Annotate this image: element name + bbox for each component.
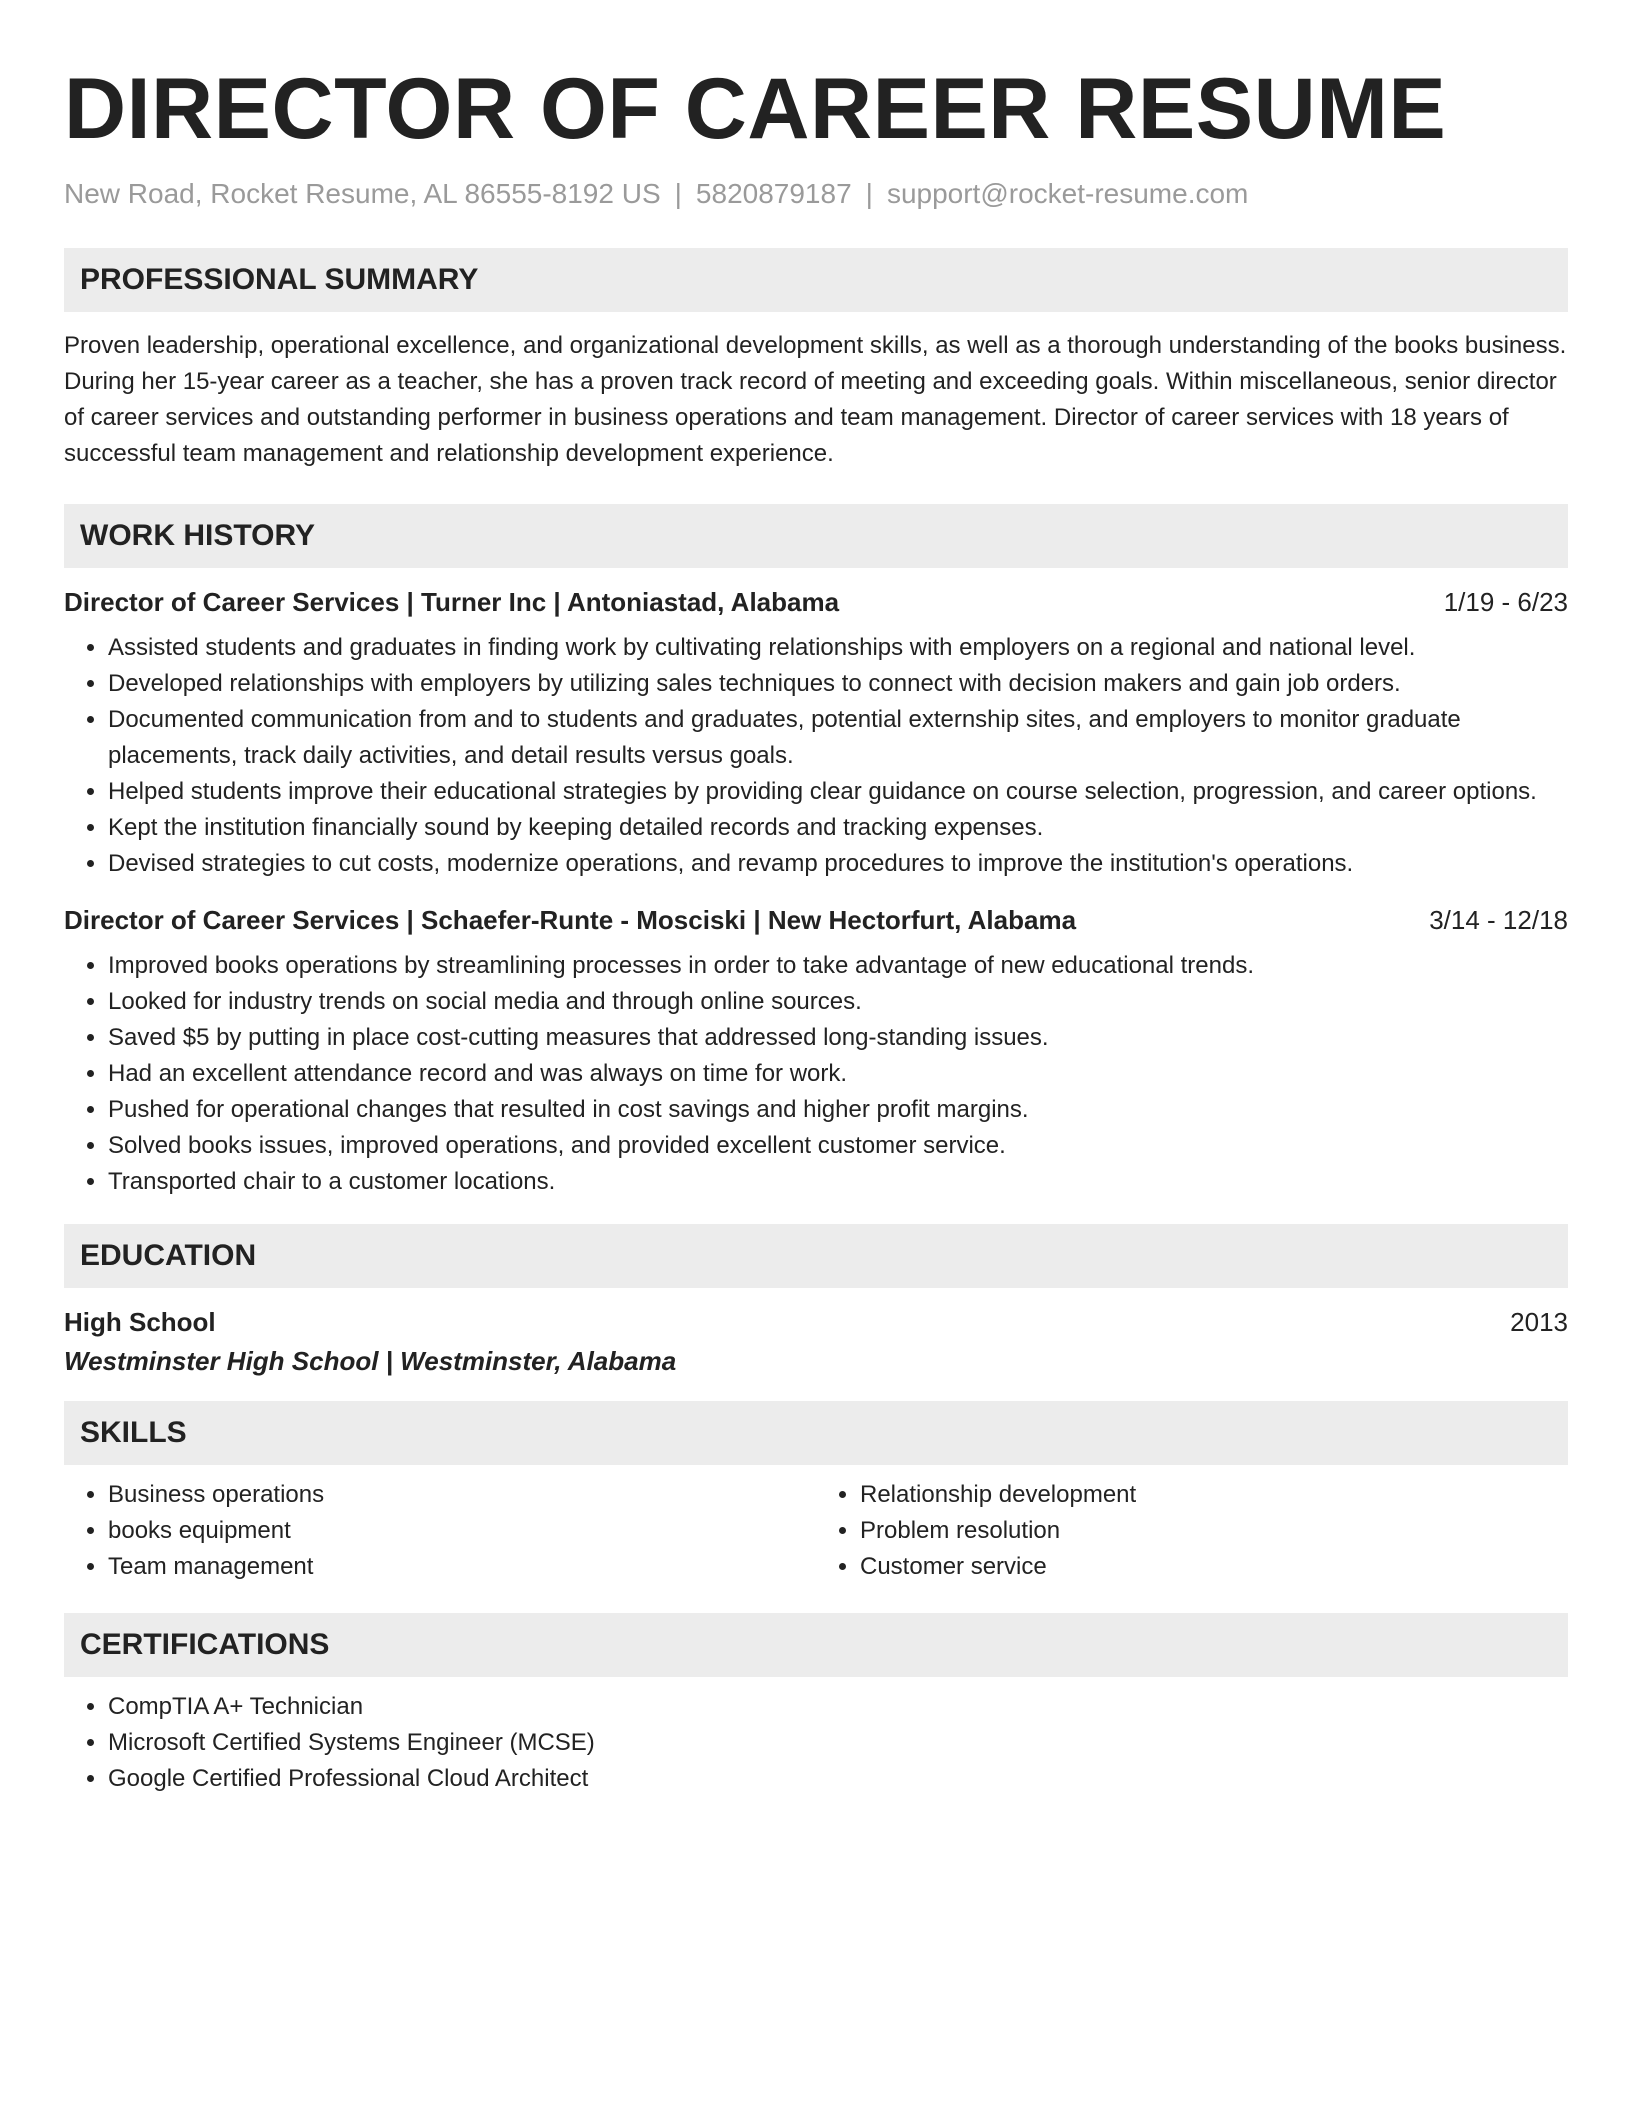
section-heading-skills: SKILLS: [64, 1401, 1568, 1465]
list-item: • Developed relationships with employers by utilizing sales techniques to connect with decision makers and gain job orders.: [108, 666, 1568, 702]
contact-line: [64, 178, 1568, 210]
section-heading-summary: PROFESSIONAL SUMMARY: [64, 248, 1568, 312]
job-title: Director of Career Services | Turner Inc | Antoniastad, Alabama: [64, 587, 840, 617]
contact-email[interactable]: support@rocket-resume.com: [886, 178, 1249, 209]
job-dates: 1/19 - 6/23: [1443, 587, 1568, 617]
education-year: 2013: [1510, 1307, 1568, 1337]
list-item: • Team management: [108, 1549, 816, 1585]
list-item: • Looked for industry trends on social media and through online sources.: [108, 984, 1568, 1020]
list-item: • Kept the institution financially sound by keeping detailed records and tracking expenses.: [108, 810, 1568, 846]
education-school: Westminster High School | Westminster, Alabama: [64, 1346, 677, 1376]
summary-text: Proven leadership, operational excellence, and organizational development skills, as well as a thorough understanding of the books business. During her 15-year career as a teacher, she has a proven track record of meeting and exceeding goals. Within miscellaneous, senior director of career services and outstanding performer in business operations and team management. Director of career services with 18 years of successful team management and relationship development experience.: [64, 332, 1567, 467]
resume-title: DIRECTOR OF CAREER RESUME: [64, 61, 1447, 157]
list-item: • Pushed for operational changes that resulted in cost savings and higher profit margins.: [108, 1092, 1568, 1128]
section-heading-work-history: WORK HISTORY: [64, 504, 1568, 568]
education-degree: High School: [64, 1307, 216, 1337]
job-header: [64, 904, 1568, 936]
list-item: • Microsoft Certified Systems Engineer (MCSE): [108, 1725, 1568, 1761]
job-entry: [64, 586, 1568, 882]
list-item: • Customer service: [860, 1549, 1568, 1585]
list-item: • Saved $5 by putting in place cost-cutting measures that addressed long-standing issues.: [108, 1020, 1568, 1056]
list-item: • books equipment: [108, 1513, 816, 1549]
education-row: [64, 1306, 1568, 1338]
skills-column-right: [816, 1477, 1568, 1585]
list-item: • Problem resolution: [860, 1513, 1568, 1549]
list-item: • Devised strategies to cut costs, modernize operations, and revamp procedures to improve the institution's operations.: [108, 846, 1568, 882]
list-item: • Transported chair to a customer locations.: [108, 1164, 1568, 1200]
job-header: [64, 586, 1568, 618]
job-entry: [64, 904, 1568, 1200]
list-item: • CompTIA A+ Technician: [108, 1689, 1568, 1725]
section-heading-certifications: CERTIFICATIONS: [64, 1613, 1568, 1677]
contact-separator: |: [674, 178, 682, 209]
list-item: • Relationship development: [860, 1477, 1568, 1513]
job-dates: 3/14 - 12/18: [1429, 905, 1568, 935]
skills-column-left: [64, 1477, 816, 1585]
contact-address: New Road, Rocket Resume, AL 86555-8192 US: [64, 178, 661, 209]
list-item: • Had an excellent attendance record and was always on time for work.: [108, 1056, 1568, 1092]
list-item: • Helped students improve their educational strategies by providing clear guidance on course selection, progression, and career options.: [108, 774, 1568, 810]
contact-separator: |: [865, 178, 873, 209]
list-item: • Improved books operations by streamlining processes in order to take advantage of new educational trends.: [108, 948, 1568, 984]
job-bullets: [64, 630, 1568, 882]
section-heading-education: EDUCATION: [64, 1224, 1568, 1288]
certifications-list: [64, 1689, 1568, 1797]
list-item: • Assisted students and graduates in finding work by cultivating relationships with employers on a regional and national level.: [108, 630, 1568, 666]
list-item: • Business operations: [108, 1477, 816, 1513]
list-item: • Solved books issues, improved operations, and provided excellent customer service.: [108, 1128, 1568, 1164]
list-item: • Google Certified Professional Cloud Architect: [108, 1761, 1568, 1797]
list-item: • Documented communication from and to students and graduates, potential externship sites, and employers to monitor graduate placements, track daily activities, and detail results versus goals.: [108, 702, 1568, 774]
skills-grid: [64, 1477, 1568, 1585]
job-bullets: [64, 948, 1568, 1200]
job-title: Director of Career Services | Schaefer-Runte - Mosciski | New Hectorfurt, Alabama: [64, 905, 1077, 935]
contact-phone: 5820879187: [695, 178, 852, 209]
